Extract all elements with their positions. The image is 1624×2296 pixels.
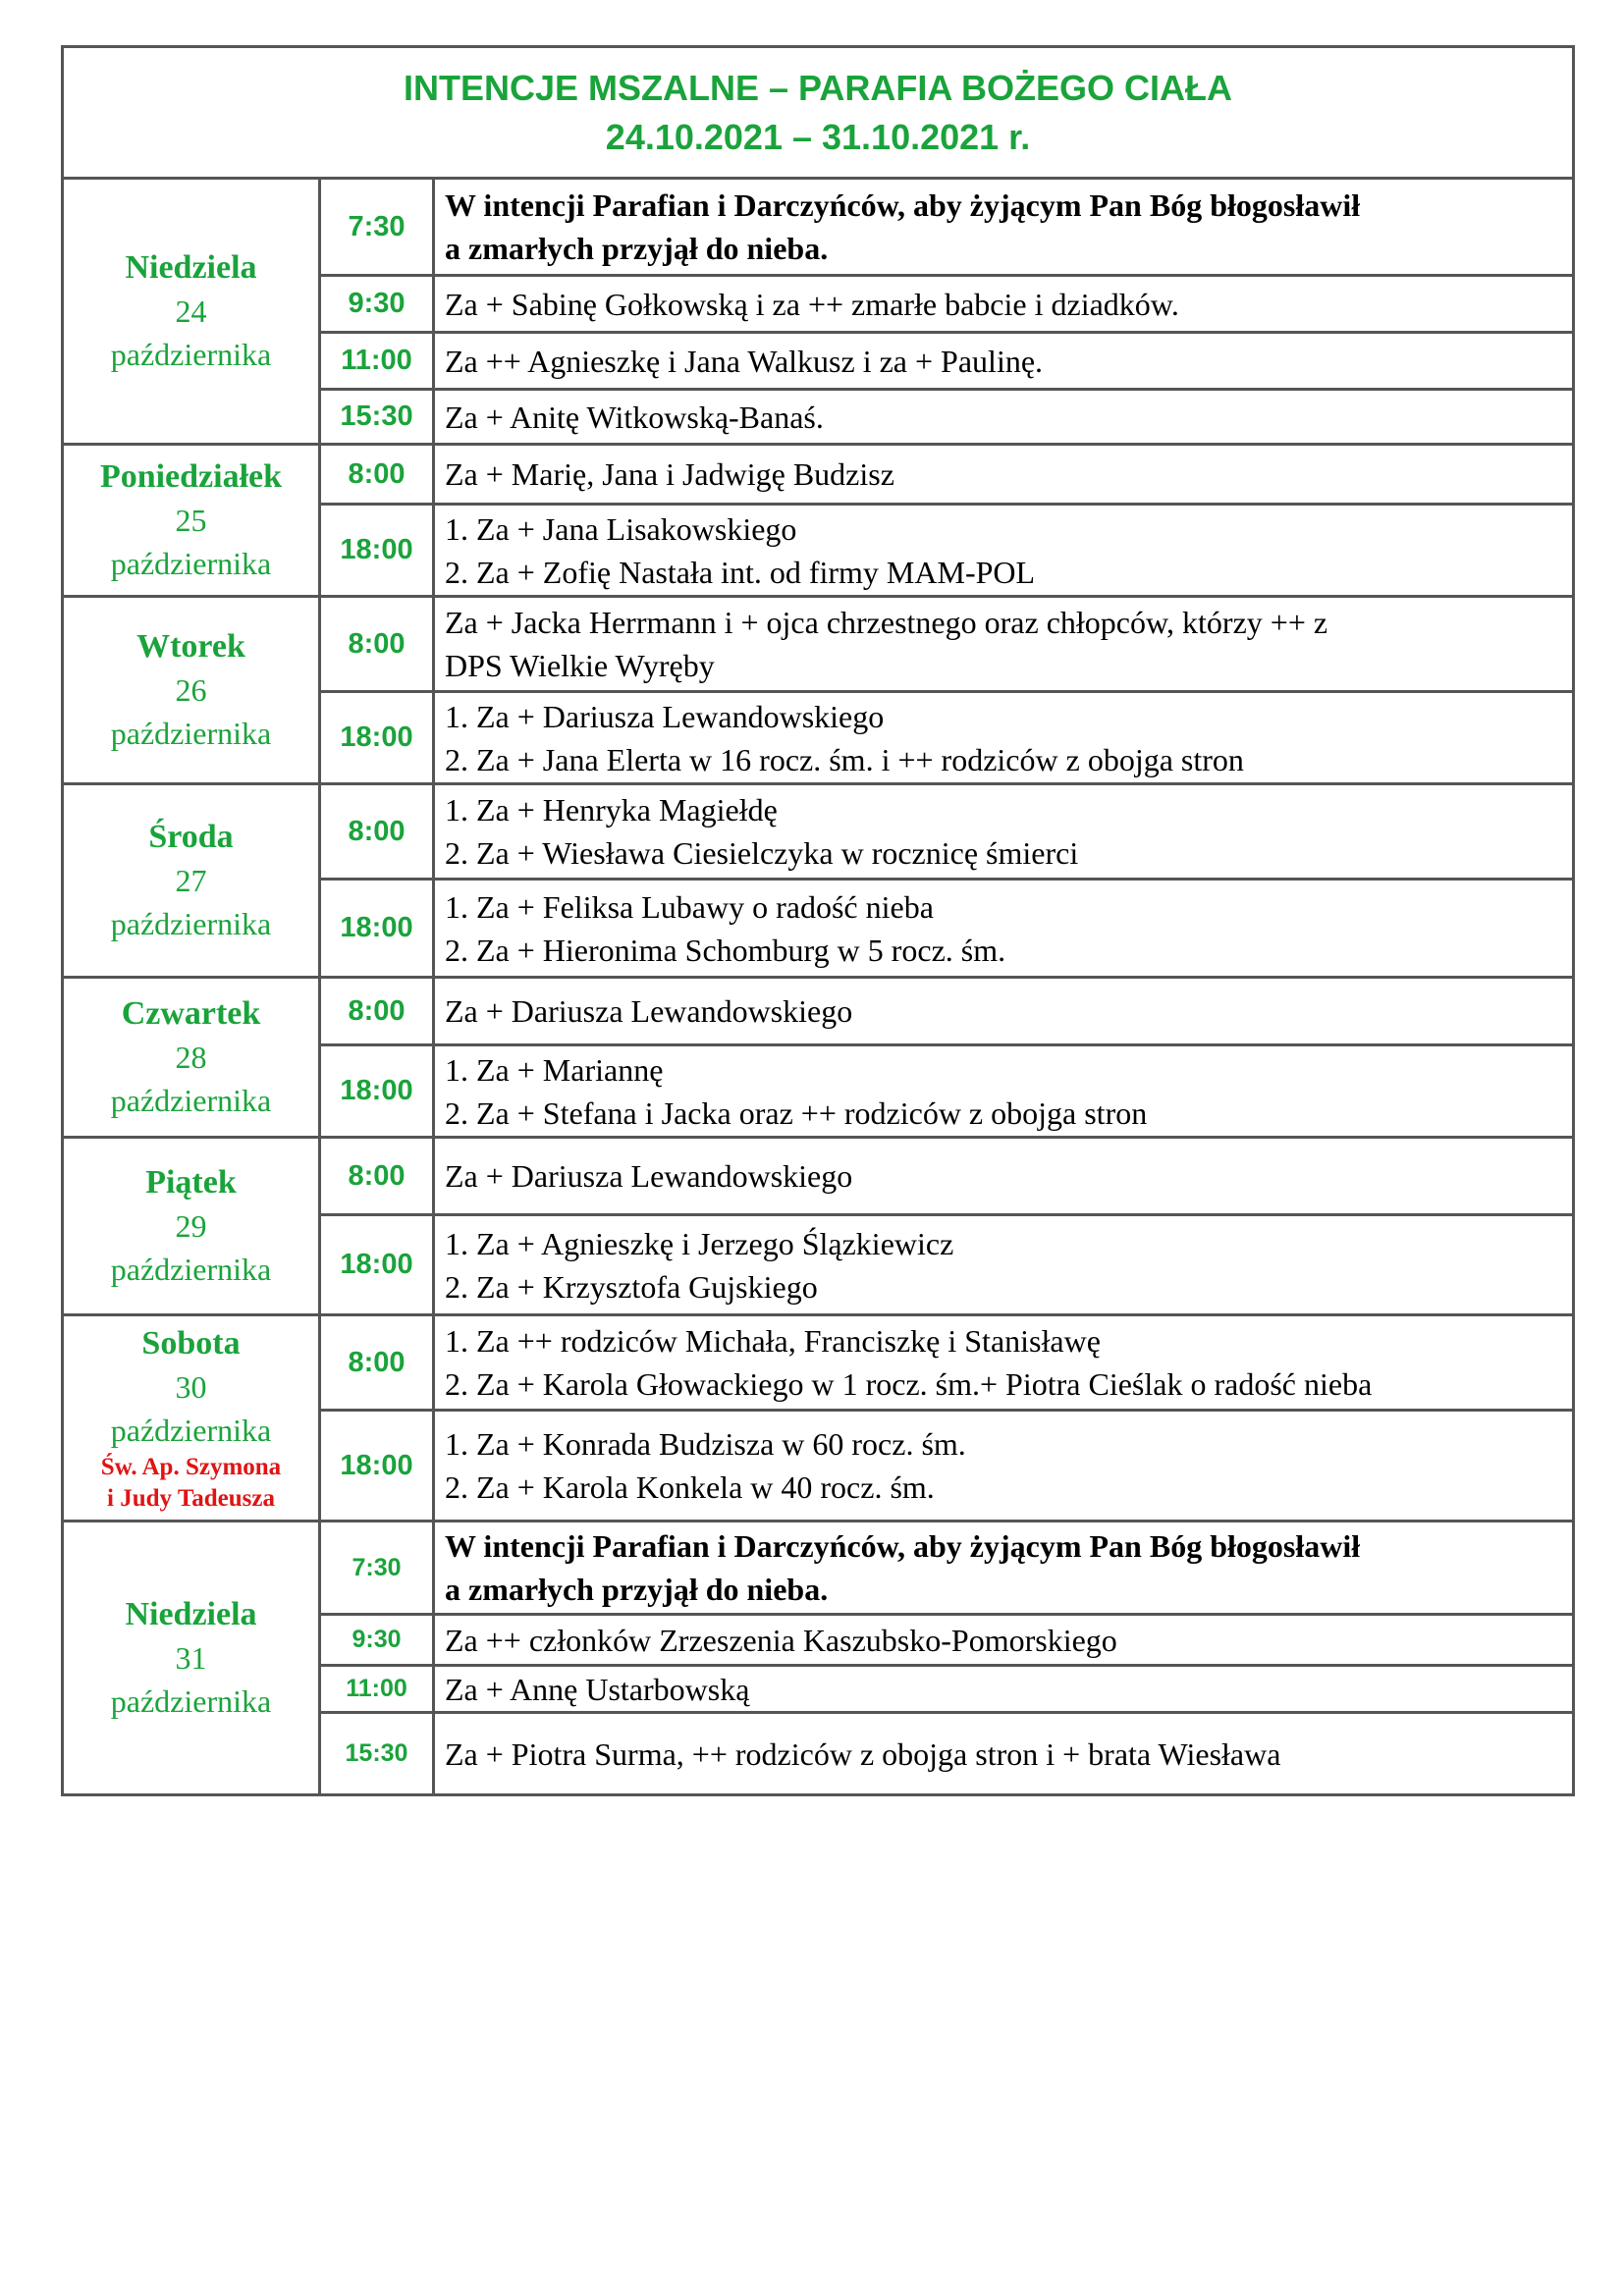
mass-time: 11:00 [321, 1667, 435, 1711]
day-row [64, 1313, 1572, 1520]
day-number: 31 [175, 1640, 207, 1676]
mass-time: 8:00 [321, 785, 435, 878]
mass-time: 18:00 [321, 1046, 435, 1136]
day-name: Środa [148, 819, 234, 855]
mass-intention [435, 180, 1572, 274]
day-month: października [110, 1683, 272, 1719]
mass-row [321, 1213, 1572, 1313]
date-range: 24.10.2021 – 31.10.2021 r. [605, 116, 1031, 157]
mass-intention [435, 598, 1572, 690]
mass-row [321, 274, 1572, 331]
mass-row [321, 878, 1572, 976]
intention-line: 1. Za + Dariusza Lewandowskiego [445, 698, 885, 734]
intention-line: Za + Jacka Herrmann i + ojca chrzestnego oraz chłopców, którzy ++ z [445, 605, 1328, 640]
day-number: 26 [175, 672, 207, 708]
mass-intention [435, 785, 1572, 878]
mass-time: 7:30 [321, 180, 435, 274]
day-month: października [110, 716, 272, 751]
feast-note: i Judy Tadeusza [107, 1484, 275, 1512]
day-number: 28 [175, 1040, 207, 1075]
mass-row [321, 1316, 1572, 1409]
mass-intention [435, 334, 1572, 388]
intention-line: 1. Za + Feliksa Lubawy o radość nieba [445, 888, 934, 925]
intention-line: 1. Za + Jana Lisakowskiego [445, 510, 797, 547]
day-cell [64, 598, 321, 782]
mass-time: 18:00 [321, 1412, 435, 1520]
day-month: października [110, 1083, 272, 1118]
intention-line: Za + Sabinę Gołkowską i za ++ zmarłe babcie i dziadków. [445, 286, 1179, 322]
mass-intention [435, 881, 1572, 976]
day-cell [64, 1316, 321, 1520]
mass-row [321, 446, 1572, 503]
day-name: Czwartek [121, 995, 261, 1032]
mass-intention [435, 1667, 1572, 1711]
day-number: 25 [175, 503, 207, 538]
intention-line: 1. Za + Henryka Magiełdę [445, 792, 778, 828]
intention-line: Za + Piotra Surma, ++ rodziców z obojga stron i + brata Wiesława [445, 1735, 1281, 1772]
mass-intention [435, 979, 1572, 1043]
mass-list [321, 1522, 1572, 1793]
intention-line: 2. Za + Hieronima Schomburg w 5 rocz. śm. [445, 932, 1006, 968]
mass-list [321, 1316, 1572, 1520]
intention-line: Za + Marię, Jana i Jadwigę Budzisz [445, 456, 894, 492]
mass-list [321, 446, 1572, 595]
mass-intention [435, 1139, 1572, 1213]
mass-row [321, 1139, 1572, 1213]
mass-intention [435, 1522, 1572, 1613]
mass-row [321, 785, 1572, 878]
mass-time: 9:30 [321, 1616, 435, 1664]
mass-list [321, 598, 1572, 782]
day-row [64, 595, 1572, 782]
day-name: Wtorek [136, 628, 245, 665]
day-number: 24 [175, 294, 207, 329]
mass-time: 11:00 [321, 334, 435, 388]
day-name: Niedziela [125, 249, 257, 286]
mass-intention [435, 1412, 1572, 1520]
intention-line: 1. Za + Konrada Budzisza w 60 rocz. śm. [445, 1426, 966, 1462]
intention-line: W intencji Parafian i Darczyńców, aby żyjącym Pan Bóg błogosławił [445, 1528, 1361, 1564]
table-header [64, 48, 1572, 180]
mass-row [321, 180, 1572, 274]
intention-line: 2. Za + Karola Głowackiego w 1 rocz. śm.+ Piotra Cieślak o radość nieba [445, 1366, 1373, 1402]
day-month: października [110, 1412, 272, 1448]
mass-row [321, 598, 1572, 690]
mass-time: 18:00 [321, 1216, 435, 1313]
page-title: INTENCJE MSZALNE – PARAFIA BOŻEGO CIAŁA [403, 67, 1233, 108]
mass-intention [435, 1046, 1572, 1136]
intention-line: Za + Dariusza Lewandowskiego [445, 1158, 853, 1194]
mass-intention [435, 446, 1572, 503]
day-cell [64, 180, 321, 443]
intention-line: a zmarłych przyjął do nieba. [445, 1572, 829, 1607]
day-month: października [110, 906, 272, 941]
mass-row [321, 1613, 1572, 1664]
mass-time: 8:00 [321, 1316, 435, 1409]
intention-line: Za ++ członków Zrzeszenia Kaszubsko-Pomorskiego [445, 1622, 1117, 1658]
day-name: Sobota [141, 1324, 241, 1362]
intention-line: 2. Za + Stefana i Jacka oraz ++ rodziców z obojga stron [445, 1095, 1148, 1131]
mass-row [321, 503, 1572, 595]
day-row [64, 976, 1572, 1136]
intention-line: 2. Za + Wiesława Ciesielczyka w rocznicę śmierci [445, 835, 1079, 871]
day-cell [64, 1522, 321, 1793]
feast-note: Św. Ap. Szymona [100, 1453, 282, 1480]
day-row [64, 443, 1572, 595]
mass-row [321, 1409, 1572, 1520]
day-row [64, 782, 1572, 976]
mass-intention [435, 1714, 1572, 1793]
day-rows [64, 180, 1572, 1793]
mass-list [321, 1139, 1572, 1313]
mass-intention [435, 391, 1572, 443]
day-row [64, 1520, 1572, 1793]
intention-line: a zmarłych przyjął do nieba. [445, 231, 829, 266]
mass-row [321, 388, 1572, 443]
mass-time: 8:00 [321, 1139, 435, 1213]
intention-line: Za + Dariusza Lewandowskiego [445, 993, 853, 1029]
day-row [64, 180, 1572, 443]
mass-time: 15:30 [321, 1714, 435, 1793]
mass-time: 18:00 [321, 693, 435, 782]
mass-time: 15:30 [321, 391, 435, 443]
mass-intention [435, 1316, 1572, 1409]
mass-row [321, 1664, 1572, 1711]
day-cell [64, 785, 321, 976]
intention-line: Za + Annę Ustarbowską [445, 1671, 750, 1707]
day-number: 29 [175, 1208, 207, 1244]
intention-line: Za + Anitę Witkowską-Banaś. [445, 399, 824, 435]
mass-intention [435, 277, 1572, 331]
intention-line: 2. Za + Zofię Nastała int. od firmy MAM-POL [445, 554, 1036, 590]
day-name: Piątek [145, 1164, 237, 1201]
mass-row [321, 331, 1572, 388]
intention-line: 2. Za + Karola Konkela w 40 rocz. śm. [445, 1469, 935, 1505]
mass-time: 8:00 [321, 979, 435, 1043]
mass-time: 9:30 [321, 277, 435, 331]
intention-line: 1. Za + Agnieszkę i Jerzego Ślązkiewicz [445, 1225, 954, 1261]
mass-intention [435, 693, 1572, 782]
day-cell [64, 446, 321, 595]
mass-row [321, 690, 1572, 782]
mass-list [321, 180, 1572, 443]
intention-line: 2. Za + Krzysztofa Gujskiego [445, 1268, 818, 1305]
mass-list [321, 785, 1572, 976]
mass-time: 8:00 [321, 446, 435, 503]
mass-intention [435, 1616, 1572, 1664]
mass-intention [435, 506, 1572, 595]
day-cell [64, 1139, 321, 1313]
day-row [64, 1136, 1572, 1313]
intention-line: 1. Za + Mariannę [445, 1051, 664, 1088]
day-name: Niedziela [125, 1596, 257, 1632]
intention-line: Za ++ Agnieszkę i Jana Walkusz i za + Paulinę. [445, 343, 1044, 379]
mass-time: 18:00 [321, 506, 435, 595]
mass-intention [435, 1216, 1572, 1313]
mass-time: 8:00 [321, 598, 435, 690]
mass-time: 7:30 [321, 1522, 435, 1613]
mass-time: 18:00 [321, 881, 435, 976]
intention-line: 1. Za ++ rodziców Michała, Franciszkę i Stanisławę [445, 1323, 1101, 1359]
day-number: 27 [175, 863, 207, 898]
mass-row [321, 1043, 1572, 1136]
mass-row [321, 979, 1572, 1043]
mass-row [321, 1711, 1572, 1793]
intention-line: W intencji Parafian i Darczyńców, aby żyjącym Pan Bóg błogosławił [445, 187, 1361, 223]
day-month: października [110, 337, 272, 372]
intention-line: 2. Za + Jana Elerta w 16 rocz. śm. i ++ rodziców z obojga stron [445, 741, 1244, 777]
day-number: 30 [175, 1368, 207, 1405]
intentions-table [61, 45, 1575, 1796]
day-month: października [110, 546, 272, 581]
mass-list [321, 979, 1572, 1136]
intention-line: DPS Wielkie Wyręby [445, 648, 715, 683]
day-name: Poniedziałek [99, 458, 283, 495]
day-month: października [110, 1252, 272, 1287]
day-cell [64, 979, 321, 1136]
mass-row [321, 1522, 1572, 1613]
